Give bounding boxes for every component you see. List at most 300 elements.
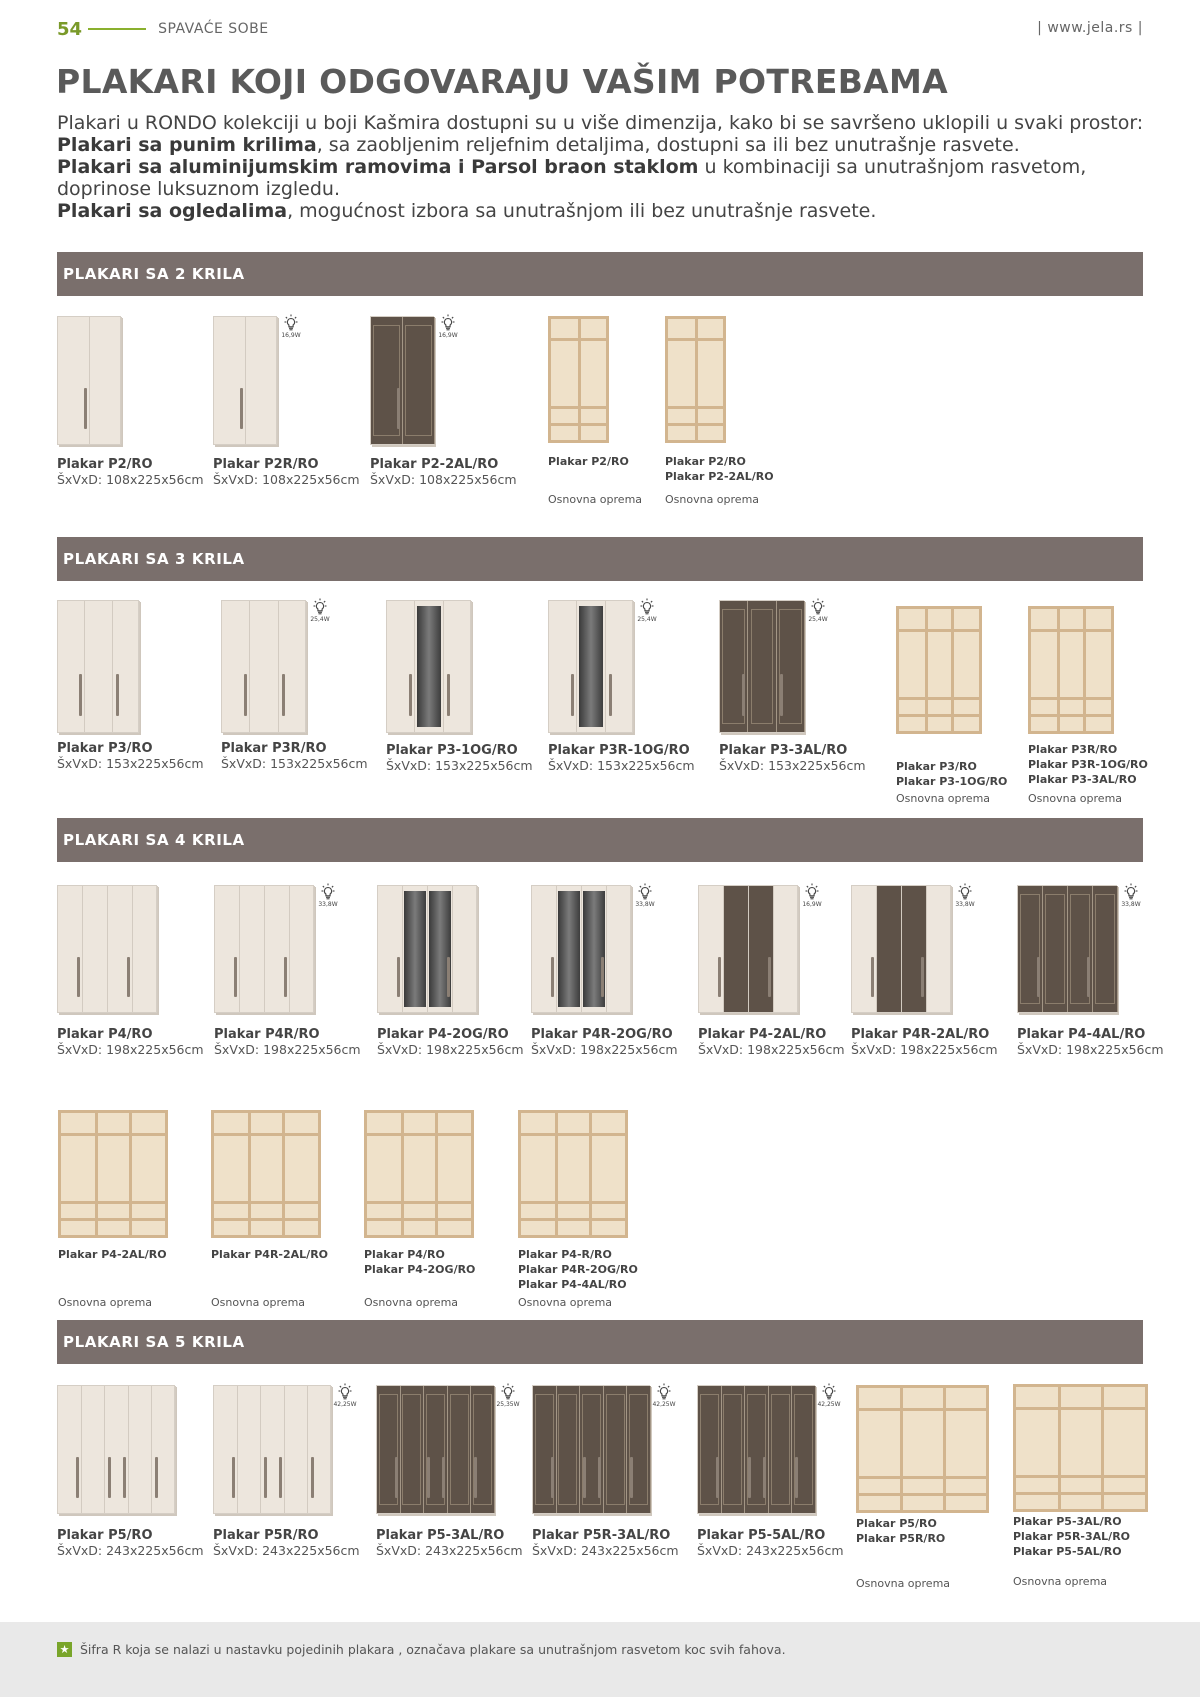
basic-equipment-label xyxy=(364,1295,458,1310)
wardrobe-partition xyxy=(401,1113,404,1235)
wardrobe-image xyxy=(377,885,477,1013)
wattage-label: 25,4W xyxy=(637,616,657,623)
wattage-label: 33,8W xyxy=(955,901,975,908)
wardrobe-partition xyxy=(1101,1387,1104,1509)
product-caption xyxy=(376,1528,523,1558)
open-wardrobe-image xyxy=(548,316,609,443)
door-handle xyxy=(1037,957,1040,997)
glass-panel xyxy=(751,609,774,724)
glass-panel xyxy=(1095,894,1115,1005)
wardrobe-partition xyxy=(695,319,698,440)
wardrobe-partition xyxy=(435,1113,438,1235)
wardrobe-shelf xyxy=(551,406,606,409)
product-caption xyxy=(57,741,204,771)
open-variant-name: Plakar P5-3AL/RO xyxy=(1013,1515,1122,1528)
wardrobe-partition xyxy=(1057,609,1060,731)
door-handle xyxy=(155,1457,158,1498)
page-title: PLAKARI KOJI ODGOVARAJU VAŠIM POTREBAMA xyxy=(56,62,948,101)
wardrobe-door xyxy=(448,1386,472,1513)
product-caption xyxy=(213,457,360,487)
glass-panel xyxy=(606,1394,625,1506)
glass-panel xyxy=(1045,894,1065,1005)
open-variant-name: Plakar P3R/RO xyxy=(1028,743,1118,756)
glass-panel xyxy=(723,1394,742,1506)
page-number: 54 xyxy=(57,18,83,40)
door-handle xyxy=(571,674,574,716)
product-name: Plakar P4R-2AL/RO xyxy=(851,1027,990,1042)
open-variant-name: Plakar P4/RO xyxy=(364,1248,445,1261)
glass-panel xyxy=(771,1394,790,1506)
product-dimensions: ŠxVxD: 198x225x56cm xyxy=(57,1042,204,1057)
open-variant-name: Plakar P3/RO xyxy=(896,760,977,773)
wardrobe-image xyxy=(57,316,121,445)
wardrobe-image xyxy=(213,316,277,445)
product-caption xyxy=(57,457,204,487)
wardrobe-partition xyxy=(248,1113,251,1235)
wardrobe-partition xyxy=(943,1388,946,1510)
basic-equipment-label xyxy=(1013,1574,1107,1589)
wattage-label: 16,9W xyxy=(281,332,301,339)
equipment-text: Osnovna oprema xyxy=(1013,1575,1108,1588)
wardrobe-shelf xyxy=(521,1218,625,1221)
wardrobe-door xyxy=(557,1386,581,1513)
wardrobe-image xyxy=(386,600,471,733)
door-handle xyxy=(609,674,612,716)
wardrobe-partition xyxy=(589,1113,592,1235)
wardrobe-partition xyxy=(951,609,954,731)
open-caption xyxy=(896,759,1007,789)
glass-panel xyxy=(373,325,399,437)
door-handle xyxy=(583,1457,586,1498)
product-dimensions: ŠxVxD: 243x225x56cm xyxy=(532,1543,679,1558)
open-wardrobe-image xyxy=(211,1110,321,1238)
product-name: Plakar P4-2AL/RO xyxy=(698,1027,827,1042)
wardrobe-door xyxy=(129,1386,153,1513)
product-name: Plakar P2/RO xyxy=(57,457,153,472)
wardrobe-shelf xyxy=(367,1133,471,1136)
product-name: Plakar P3-1OG/RO xyxy=(386,743,518,758)
page-header xyxy=(57,18,1143,40)
wardrobe-partition xyxy=(578,319,581,440)
product-caption xyxy=(698,1027,845,1057)
equipment-text: Osnovna oprema xyxy=(548,493,643,506)
intro-rest-2: u kombinaciji sa unutrašnjom rasvetom, doprinose luksuznom izgledu. xyxy=(57,156,1087,200)
section-header-3-krila: PLAKARI SA 3 KRILA xyxy=(57,537,1143,581)
intro-paragraph-3 xyxy=(57,200,1147,222)
open-variant-name: Plakar P4-4AL/RO xyxy=(518,1278,627,1291)
wardrobe-partition xyxy=(282,1113,285,1235)
footer-note: Šifra R koja se nalazi u nastavku pojedinih plakara , označava plakare sa unutrašnjom rasvetom koc svih fahova. xyxy=(80,1642,786,1657)
product-name: Plakar P4R/RO xyxy=(214,1027,320,1042)
door-handle xyxy=(127,957,130,997)
glass-panel xyxy=(405,325,431,437)
wardrobe-partition xyxy=(900,1388,903,1510)
equipment-text: Osnovna oprema xyxy=(364,1296,459,1309)
wardrobe-door xyxy=(290,886,315,1012)
wardrobe-image xyxy=(370,316,434,445)
wardrobe-shelf xyxy=(668,406,723,409)
product-dimensions: ŠxVxD: 108x225x56cm xyxy=(213,472,360,487)
door-handle xyxy=(795,1457,798,1498)
product-name: Plakar P5/RO xyxy=(57,1528,153,1543)
mirror-panel xyxy=(404,891,425,1007)
wardrobe-partition xyxy=(1058,1387,1061,1509)
website-link[interactable]: | www.jela.rs | xyxy=(1037,20,1143,36)
product-name: Plakar P2-2AL/RO xyxy=(370,457,499,472)
wardrobe-partition xyxy=(555,1113,558,1235)
wardrobe-shelf xyxy=(668,423,723,426)
product-dimensions: ŠxVxD: 153x225x56cm xyxy=(57,756,204,771)
open-variant-name: Plakar P4R-2AL/RO xyxy=(211,1248,329,1261)
wardrobe-shelf xyxy=(61,1201,165,1204)
product-name: Plakar P3-3AL/RO xyxy=(719,743,848,758)
product-caption xyxy=(719,743,866,773)
open-variant-name: Plakar P4-R/RO xyxy=(518,1248,612,1261)
wardrobe-shelf xyxy=(214,1218,318,1221)
wardrobe-shelf xyxy=(1031,629,1111,632)
product-dimensions: ŠxVxD: 198x225x56cm xyxy=(531,1042,678,1057)
wardrobe-door xyxy=(927,886,952,1012)
wardrobe-door xyxy=(557,886,582,1012)
wardrobe-door xyxy=(250,601,278,732)
wardrobe-door xyxy=(90,317,122,444)
door-handle xyxy=(79,674,82,716)
door-handle xyxy=(397,388,400,429)
open-caption xyxy=(665,454,774,484)
product-name: Plakar P5R/RO xyxy=(213,1528,319,1543)
wardrobe-partition xyxy=(129,1113,132,1235)
open-caption xyxy=(211,1247,328,1262)
light-bulb-icon xyxy=(333,1383,357,1408)
wardrobe-door xyxy=(607,886,632,1012)
wattage-label: 33,8W xyxy=(635,901,655,908)
product-name: Plakar P4-2OG/RO xyxy=(377,1027,509,1042)
product-dimensions: ŠxVxD: 198x225x56cm xyxy=(214,1042,361,1057)
wardrobe-partition xyxy=(1083,609,1086,731)
wardrobe-shelf xyxy=(899,714,979,717)
basic-equipment-label xyxy=(1028,791,1122,806)
product-name: Plakar P5R-3AL/RO xyxy=(532,1528,671,1543)
wardrobe-door xyxy=(1093,886,1118,1012)
wattage-label: 33,8W xyxy=(1121,901,1141,908)
open-wardrobe-image xyxy=(896,606,982,734)
footer-note-bar xyxy=(0,1622,1200,1697)
wardrobe-door xyxy=(415,601,443,732)
product-dimensions: ŠxVxD: 243x225x56cm xyxy=(697,1543,844,1558)
open-variant-name: Plakar P5/RO xyxy=(856,1517,937,1530)
open-wardrobe-image xyxy=(665,316,726,443)
wattage-label: 25,35W xyxy=(496,1401,520,1408)
door-handle xyxy=(716,1457,719,1498)
product-dimensions: ŠxVxD: 198x225x56cm xyxy=(377,1042,524,1057)
door-handle xyxy=(742,674,745,716)
wardrobe-shelf xyxy=(61,1133,165,1136)
door-handle xyxy=(284,957,287,997)
door-handle xyxy=(748,1457,751,1498)
wardrobe-image xyxy=(376,1385,494,1514)
product-caption xyxy=(532,1528,679,1558)
door-handle xyxy=(234,957,237,997)
wardrobe-shelf xyxy=(521,1133,625,1136)
wardrobe-image xyxy=(57,885,157,1013)
product-dimensions: ŠxVxD: 153x225x56cm xyxy=(386,758,533,773)
wardrobe-shelf xyxy=(668,338,723,341)
wattage-label: 42,25W xyxy=(333,1401,357,1408)
open-variant-name: Plakar P3-1OG/RO xyxy=(896,775,1008,788)
open-caption xyxy=(1028,742,1148,787)
wardrobe-shelf xyxy=(367,1201,471,1204)
wardrobe-image xyxy=(851,885,951,1013)
wardrobe-door xyxy=(748,601,776,732)
wardrobe-partition xyxy=(95,1113,98,1235)
door-handle xyxy=(123,1457,126,1498)
intro-rest-3: , mogućnost izbora sa unutrašnjom ili bez unutrašnje rasvete. xyxy=(287,200,877,222)
light-bulb-icon xyxy=(817,1383,841,1408)
wardrobe-shelf xyxy=(1031,697,1111,700)
intro-bold-1: Plakari sa punim krilima xyxy=(57,134,317,156)
product-name: Plakar P2R/RO xyxy=(213,457,319,472)
product-caption xyxy=(697,1528,844,1558)
glass-panel xyxy=(558,1394,577,1506)
star-icon: ★ xyxy=(57,1642,72,1657)
door-handle xyxy=(630,1457,633,1498)
open-caption xyxy=(364,1247,475,1277)
basic-equipment-label xyxy=(518,1295,612,1310)
product-name: Plakar P4-4AL/RO xyxy=(1017,1027,1146,1042)
open-variant-name: Plakar P4-2OG/RO xyxy=(364,1263,476,1276)
door-handle xyxy=(474,1457,477,1498)
basic-equipment-label xyxy=(896,791,990,806)
product-name: Plakar P4R-2OG/RO xyxy=(531,1027,673,1042)
wardrobe-shelf xyxy=(521,1201,625,1204)
equipment-text: Osnovna oprema xyxy=(856,1577,951,1590)
wardrobe-door xyxy=(246,317,278,444)
basic-equipment-label xyxy=(856,1576,950,1591)
wardrobe-door xyxy=(85,601,112,732)
door-handle xyxy=(780,674,783,716)
mirror-panel xyxy=(558,891,579,1007)
door-handle xyxy=(77,957,80,997)
wardrobe-door xyxy=(453,886,478,1012)
equipment-text: Osnovna oprema xyxy=(1028,792,1123,805)
intro-rest-1: , sa zaobljenim reljefnim detaljima, dostupni sa ili bez unutrašnje rasvete. xyxy=(316,134,1020,156)
product-caption xyxy=(531,1027,678,1057)
wardrobe-door xyxy=(238,1386,262,1513)
open-variant-name: Plakar P5R/RO xyxy=(856,1532,946,1545)
equipment-text: Osnovna oprema xyxy=(518,1296,613,1309)
product-dimensions: ŠxVxD: 153x225x56cm xyxy=(221,756,368,771)
door-handle xyxy=(1087,957,1090,997)
product-dimensions: ŠxVxD: 243x225x56cm xyxy=(376,1543,523,1558)
wardrobe-shelf xyxy=(367,1218,471,1221)
section-header-4-krila: PLAKARI SA 4 KRILA xyxy=(57,818,1143,862)
header-divider xyxy=(88,28,146,30)
product-dimensions: ŠxVxD: 243x225x56cm xyxy=(213,1543,360,1558)
section-label: SPAVAĆE SOBE xyxy=(158,21,269,37)
open-wardrobe-image xyxy=(364,1110,474,1238)
glass-panel xyxy=(450,1394,469,1506)
product-caption xyxy=(370,457,517,487)
open-variant-name: Plakar P4R-2OG/RO xyxy=(518,1263,638,1276)
door-handle xyxy=(598,1457,601,1498)
door-handle xyxy=(76,1457,79,1498)
section-header-5-krila: PLAKARI SA 5 KRILA xyxy=(57,1320,1143,1364)
product-dimensions: ŠxVxD: 153x225x56cm xyxy=(548,758,695,773)
door-handle xyxy=(240,388,243,429)
light-bulb-icon xyxy=(806,598,830,623)
wardrobe-shelf xyxy=(899,629,979,632)
wardrobe-image xyxy=(698,885,798,1013)
light-bulb-icon xyxy=(652,1383,676,1408)
door-handle xyxy=(395,1457,398,1498)
mirror-panel xyxy=(579,606,603,727)
product-caption xyxy=(214,1027,361,1057)
door-handle xyxy=(447,674,450,716)
product-caption xyxy=(386,743,533,773)
wattage-label: 42,25W xyxy=(652,1401,676,1408)
door-handle xyxy=(551,957,554,997)
wardrobe-image xyxy=(1017,885,1117,1013)
wardrobe-shelf xyxy=(551,423,606,426)
product-name: Plakar P4/RO xyxy=(57,1027,153,1042)
product-dimensions: ŠxVxD: 153x225x56cm xyxy=(719,758,866,773)
product-caption xyxy=(851,1027,998,1057)
intro-paragraph-2 xyxy=(57,156,1147,200)
wattage-label: 16,9W xyxy=(438,332,458,339)
light-bulb-icon xyxy=(953,883,977,908)
wardrobe-shelf xyxy=(1031,714,1111,717)
door-handle xyxy=(763,1457,766,1498)
door-handle xyxy=(264,1457,267,1498)
wardrobe-door xyxy=(604,1386,628,1513)
wardrobe-door xyxy=(403,886,428,1012)
wardrobe-image xyxy=(531,885,631,1013)
wattage-label: 33,8W xyxy=(318,901,338,908)
door-handle xyxy=(551,1457,554,1498)
door-handle xyxy=(427,1457,430,1498)
basic-equipment-label xyxy=(211,1295,305,1310)
door-handle xyxy=(116,674,119,716)
wardrobe-door xyxy=(577,601,605,732)
door-handle xyxy=(244,674,247,716)
product-caption xyxy=(57,1027,204,1057)
light-bulb-icon xyxy=(1119,883,1143,908)
open-variant-name: Plakar P5R-3AL/RO xyxy=(1013,1530,1131,1543)
wardrobe-image xyxy=(548,600,633,733)
basic-equipment-label xyxy=(58,1295,152,1310)
product-caption xyxy=(221,741,368,771)
open-variant-name: Plakar P2/RO xyxy=(548,455,629,468)
light-bulb-icon xyxy=(308,598,332,623)
product-name: Plakar P5-5AL/RO xyxy=(697,1528,826,1543)
wardrobe-image xyxy=(532,1385,650,1514)
equipment-text: Osnovna oprema xyxy=(665,493,760,506)
wardrobe-door xyxy=(769,1386,793,1513)
wardrobe-image xyxy=(213,1385,331,1514)
open-wardrobe-image xyxy=(1028,606,1114,734)
open-variant-name: Plakar P3R-1OG/RO xyxy=(1028,758,1148,771)
door-handle xyxy=(282,674,285,716)
product-caption xyxy=(1017,1027,1164,1057)
mirror-panel xyxy=(417,606,441,727)
wardrobe-door xyxy=(1043,886,1068,1012)
intro-bold-2: Plakari sa aluminijumskim ramovima i Parsol braon staklom xyxy=(57,156,699,178)
door-handle xyxy=(921,957,924,997)
open-caption xyxy=(548,454,629,469)
open-caption xyxy=(58,1247,167,1262)
product-dimensions: ŠxVxD: 108x225x56cm xyxy=(370,472,517,487)
wardrobe-shelf xyxy=(899,697,979,700)
door-handle xyxy=(311,1457,314,1498)
wattage-label: 25,4W xyxy=(808,616,828,623)
wardrobe-image xyxy=(214,885,314,1013)
wardrobe-image xyxy=(719,600,804,733)
light-bulb-icon xyxy=(633,883,657,908)
open-wardrobe-image xyxy=(856,1385,989,1513)
product-caption xyxy=(57,1528,204,1558)
light-bulb-icon xyxy=(635,598,659,623)
door-handle xyxy=(871,957,874,997)
wardrobe-shelf xyxy=(859,1493,986,1496)
door-handle xyxy=(232,1457,235,1498)
door-handle xyxy=(108,1457,111,1498)
basic-equipment-label xyxy=(548,492,642,507)
product-name: Plakar P5-3AL/RO xyxy=(376,1528,505,1543)
wardrobe-shelf xyxy=(859,1476,986,1479)
open-variant-name: Plakar P2-2AL/RO xyxy=(665,470,774,483)
wardrobe-image xyxy=(221,600,306,733)
open-wardrobe-image xyxy=(58,1110,168,1238)
wardrobe-door xyxy=(240,886,265,1012)
intro-bold-3: Plakari sa ogledalima xyxy=(57,200,288,222)
equipment-text: Osnovna oprema xyxy=(58,1296,153,1309)
open-variant-name: Plakar P3-3AL/RO xyxy=(1028,773,1137,786)
wardrobe-image xyxy=(57,600,139,733)
open-wardrobe-image xyxy=(518,1110,628,1238)
wardrobe-shelf xyxy=(551,338,606,341)
intro-line: Plakari u RONDO kolekciji u boji Kašmira dostupni su u više dimenzija, kako bi se savršeno uklopili u svaki prostor: xyxy=(57,112,1144,134)
wattage-label: 25,4W xyxy=(310,616,330,623)
open-wardrobe-image xyxy=(1013,1384,1148,1512)
wardrobe-shelf xyxy=(859,1408,986,1411)
product-name: Plakar P3R-1OG/RO xyxy=(548,743,690,758)
wardrobe-door xyxy=(83,886,108,1012)
door-handle xyxy=(397,957,400,997)
intro-text xyxy=(57,112,1147,222)
open-variant-name: Plakar P4-2AL/RO xyxy=(58,1248,167,1261)
wardrobe-door xyxy=(82,1386,106,1513)
door-handle xyxy=(84,388,87,429)
wattage-label: 16,9W xyxy=(802,901,822,908)
open-variant-name: Plakar P5-5AL/RO xyxy=(1013,1545,1122,1558)
product-name: Plakar P3R/RO xyxy=(221,741,327,756)
light-bulb-icon xyxy=(800,883,824,908)
product-dimensions: ŠxVxD: 108x225x56cm xyxy=(57,472,204,487)
light-bulb-icon xyxy=(279,314,303,339)
wardrobe-image xyxy=(697,1385,815,1514)
wardrobe-door xyxy=(403,317,435,444)
product-caption xyxy=(213,1528,360,1558)
equipment-text: Osnovna oprema xyxy=(211,1296,306,1309)
wardrobe-partition xyxy=(925,609,928,731)
product-dimensions: ŠxVxD: 243x225x56cm xyxy=(57,1543,204,1558)
wattage-label: 42,25W xyxy=(817,1401,841,1408)
product-dimensions: ŠxVxD: 198x225x56cm xyxy=(698,1042,845,1057)
product-dimensions: ŠxVxD: 198x225x56cm xyxy=(851,1042,998,1057)
wardrobe-door xyxy=(401,1386,425,1513)
door-handle xyxy=(718,957,721,997)
wardrobe-door xyxy=(774,886,799,1012)
